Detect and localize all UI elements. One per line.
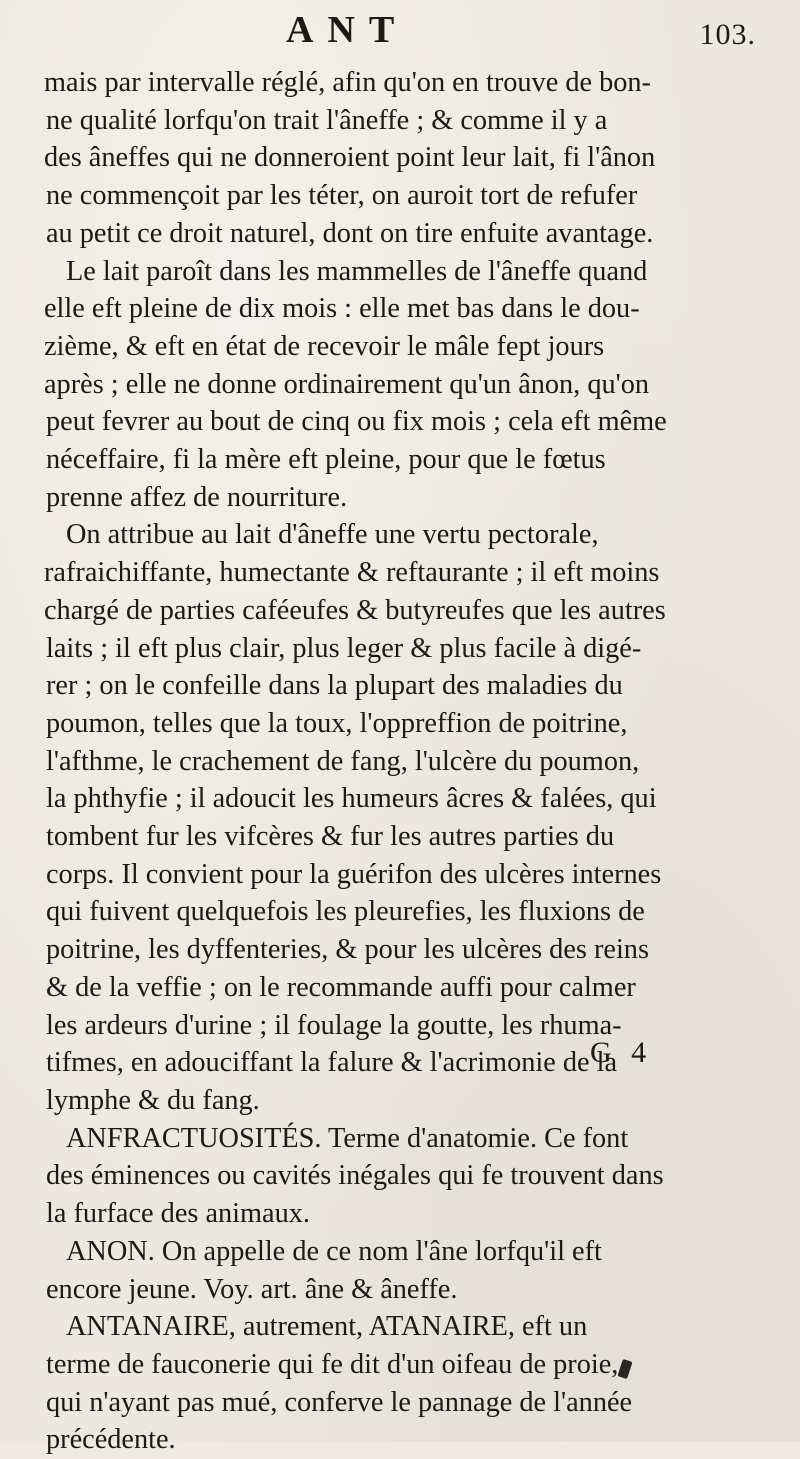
text-line: Le lait paroît dans les mammelles de l'âneffe quand [66, 255, 648, 287]
text-line: après ; elle ne donne ordinairement qu'un ânon, qu'on [44, 368, 650, 400]
text-line: qui n'ayant pas mué, conferve le pannage de l'année [46, 1386, 633, 1418]
running-head: ANT [286, 9, 409, 51]
text-line: & de la veffie ; on le recommande auffi pour calmer [46, 971, 636, 1003]
text-line: corps. Il convient pour la guérifon des ulcères internes [46, 858, 662, 890]
text-line: l'afthme, le crachement de fang, l'ulcère du poumon, [46, 745, 640, 777]
text-line: elle eft pleine de dix mois : elle met bas dans le dou- [44, 293, 640, 325]
text-line: On attribue au lait d'âneffe une vertu pectorale, [66, 519, 599, 551]
text-line: précédente. [46, 1424, 176, 1456]
text-line: ne commençoit par les téter, on auroit tort de refufer [46, 180, 638, 212]
text-line: tombent fur les vifcères & fur les autres parties du [46, 821, 615, 853]
text-line: encore jeune. Voy. art. âne & âneffe. [46, 1273, 458, 1305]
text-line: terme de fauconerie qui fe dit d'un oifeau de proie, [46, 1348, 619, 1380]
text-line: des éminences ou cavités inégales qui fe trouvent dans [46, 1160, 664, 1192]
text-line: poitrine, les dyffenteries, & pour les ulcères des reins [46, 934, 649, 966]
text-line: poumon, telles que la toux, l'oppreffion de poitrine, [46, 707, 628, 739]
text-line: les ardeurs d'urine ; il foulage la goutte, les rhuma- [46, 1009, 622, 1041]
text-line: prenne affez de nourriture. [46, 481, 348, 513]
body-text [44, 64, 784, 1459]
text-line: rafraichiffante, humectante & reftaurante ; il eft moins [44, 557, 660, 589]
text-line: lymphe & du fang. [46, 1084, 260, 1116]
text-line: la phthyfie ; il adoucit les humeurs âcres & falées, qui [46, 783, 657, 815]
text-line: peut fevrer au bout de cinq ou fix mois ; cela eft même [46, 406, 667, 438]
text-line: des âneffes qui ne donneroient point leur lait, fi l'ânon [44, 142, 656, 174]
text-line: qui fuivent quelquefois les pleurefies, les fluxions de [46, 896, 645, 928]
text-line: ANTANAIRE, autrement, ATANAIRE, eft un [66, 1311, 588, 1343]
text-line: rer ; on le confeille dans la plupart des maladies du [46, 670, 623, 702]
text-line: la furface des animaux. [46, 1198, 310, 1230]
text-line: zième, & eft en état de recevoir le mâle fept jours [44, 330, 605, 362]
text-line: tifmes, en adouciffant la falure & l'acrimonie de la [46, 1047, 618, 1079]
text-line: chargé de parties caféeufes & butyreufes que les autres [44, 594, 666, 626]
text-line: ANON. On appelle de ce nom l'âne lorfqu'il eft [66, 1235, 602, 1267]
text-line: néceffaire, fi la mère eft pleine, pour que le fœtus [46, 444, 606, 476]
page-header [48, 6, 788, 66]
text-line: mais par intervalle réglé, afin qu'on en trouve de bon- [44, 67, 651, 98]
text-line: laits ; il eft plus clair, plus leger & plus facile à digé- [46, 632, 642, 664]
text-line: ANFRACTUOSITÉS. Terme d'anatomie. Ce font [66, 1122, 629, 1154]
page-number: 103. [699, 18, 756, 51]
text-line: au petit ce droit naturel, dont on tire enfuite avantage. [46, 217, 654, 249]
signature-mark: G 4 [590, 1036, 653, 1069]
text-line: ne qualité lorfqu'on trait l'âneffe ; & comme il y a [46, 104, 608, 136]
